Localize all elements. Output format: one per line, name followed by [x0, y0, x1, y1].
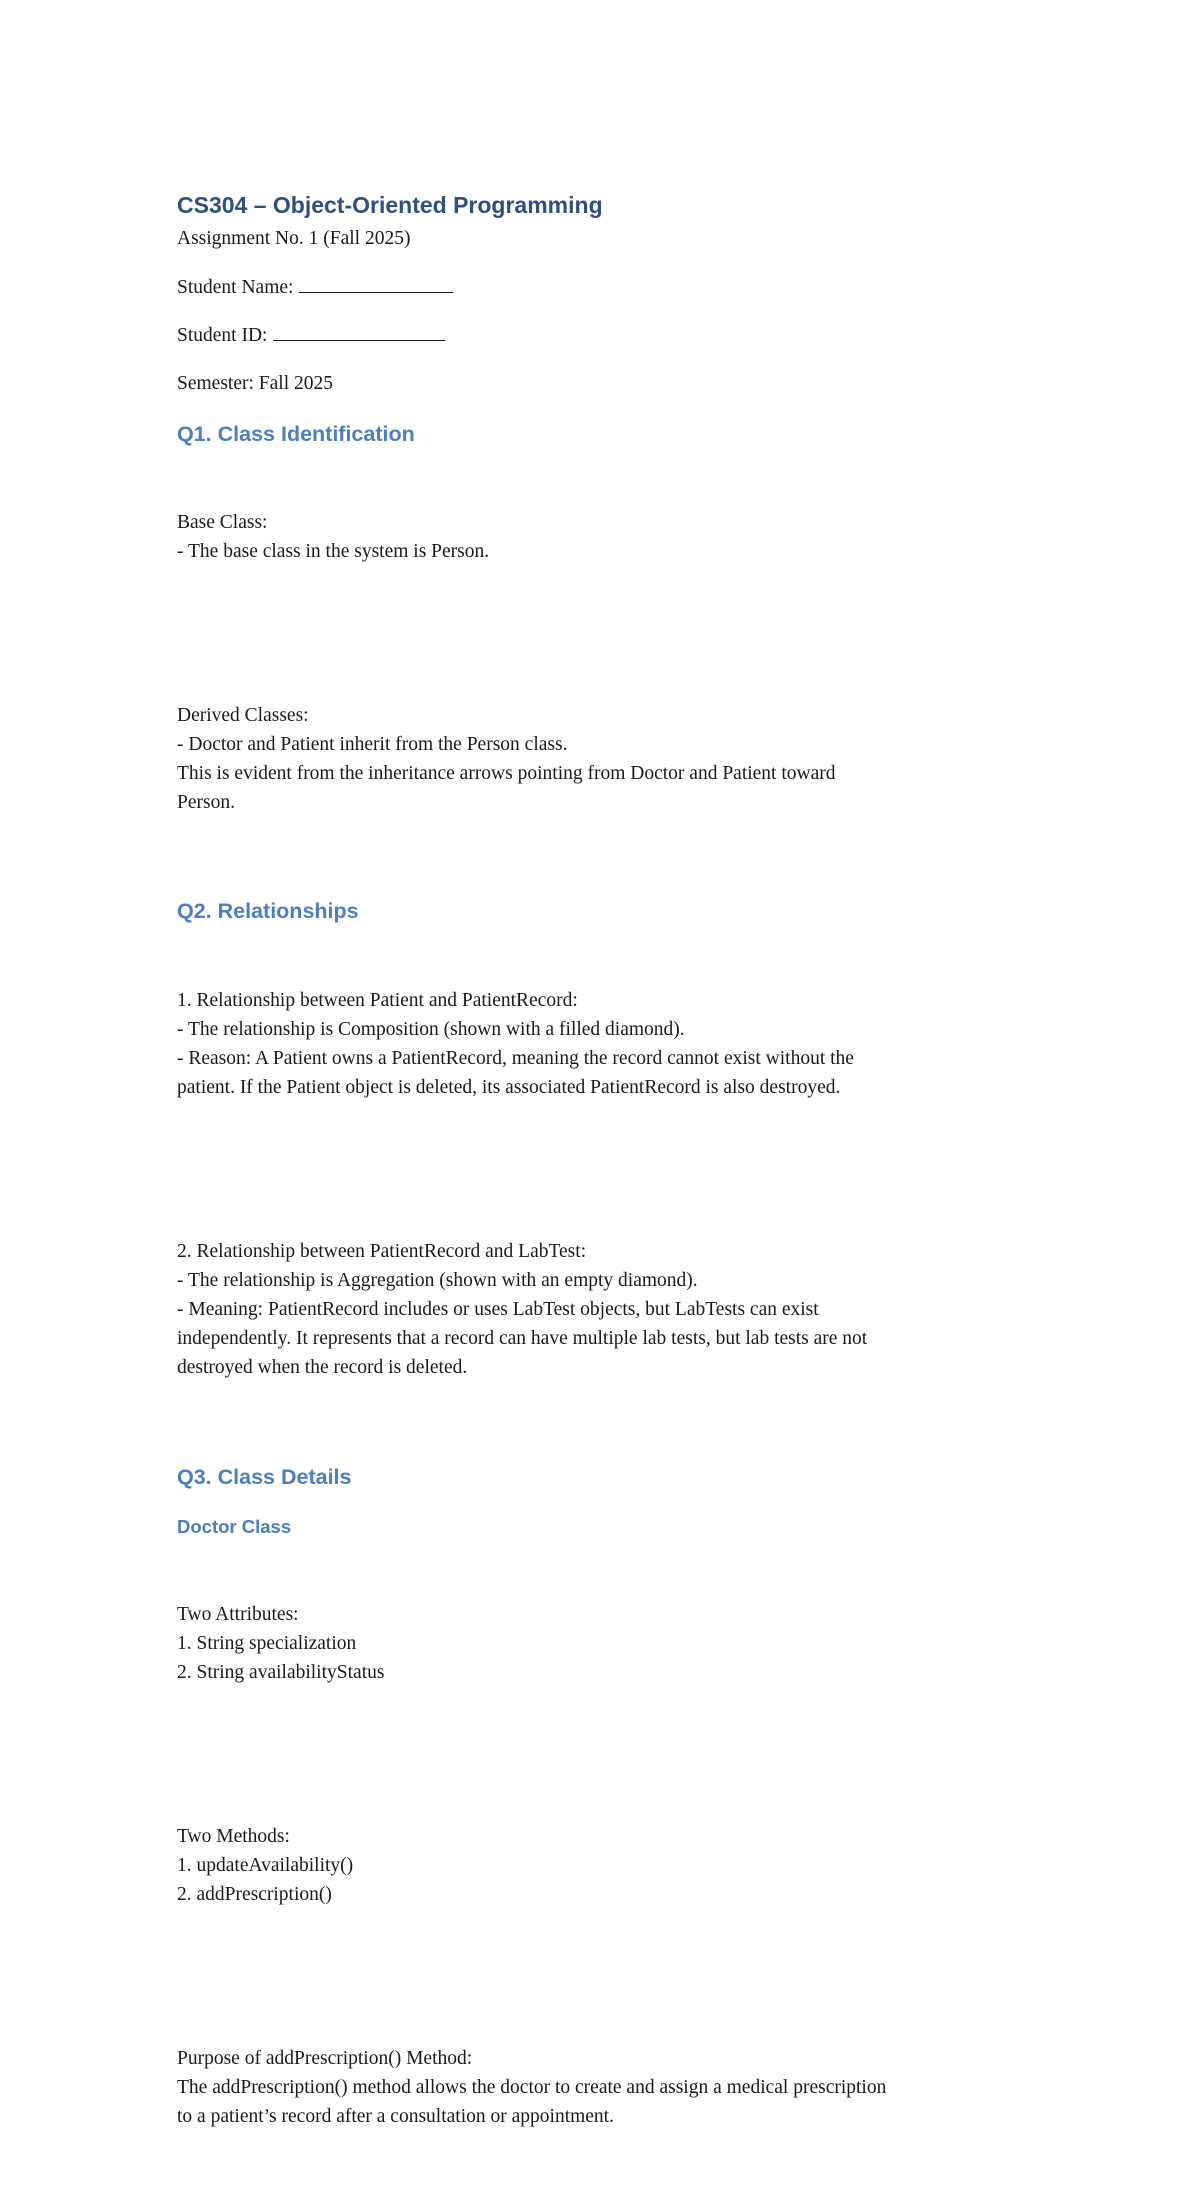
q1-derived-label: Derived Classes:	[177, 705, 309, 726]
q3-methods-label: Two Methods:	[177, 1826, 290, 1847]
q3-heading: Q3. Class Details	[177, 1465, 352, 1489]
q3-purpose-line1: The addPrescription() method allows the doctor to create and assign a medical prescription	[177, 2077, 887, 2098]
document-title: CS304 – Object-Oriented Programming	[177, 192, 603, 218]
student-name-line	[177, 273, 1037, 302]
student-id-line	[177, 321, 1037, 350]
student-id-label: Student ID:	[177, 325, 268, 346]
q2-r2-line2: - Meaning: PatientRecord includes or uses LabTest objects, but LabTests can exist	[177, 1299, 819, 1320]
q3-method2: 2. addPrescription()	[177, 1884, 332, 1905]
q1-base-text: - The base class in the system is Person.	[177, 541, 490, 562]
q2-r1-line1: - The relationship is Composition (shown with a filled diamond).	[177, 1019, 685, 1040]
q3-methods-paragraph	[177, 1764, 1037, 1967]
assignment-subtitle: Assignment No. 1 (Fall 2025)	[177, 228, 411, 249]
q2-relationship1-paragraph	[177, 928, 1037, 1160]
document-page	[177, 188, 1037, 2189]
q3-purpose-line2: to a patient’s record after a consultation or appointment.	[177, 2106, 614, 2127]
q2-r2-line1: - The relationship is Aggregation (shown with an empty diamond).	[177, 1270, 698, 1291]
q2-relationship2-paragraph	[177, 1179, 1037, 1440]
q1-derived-line1: - Doctor and Patient inherit from the Person class.	[177, 734, 568, 755]
q2-r1-title: 1. Relationship between Patient and PatientRecord:	[177, 990, 578, 1011]
q3-attr-label: Two Attributes:	[177, 1604, 299, 1625]
q1-derived-line3: Person.	[177, 792, 235, 813]
q1-derived-paragraph	[177, 643, 1037, 875]
q1-base-label: Base Class:	[177, 512, 268, 533]
student-name-label: Student Name:	[177, 277, 294, 298]
q1-heading: Q1. Class Identification	[177, 422, 415, 446]
q1-derived-line2: This is evident from the inheritance arrows pointing from Doctor and Patient toward	[177, 763, 836, 784]
q2-r2-line3: independently. It represents that a record can have multiple lab tests, but lab tests are not	[177, 1328, 868, 1349]
q2-r2-title: 2. Relationship between PatientRecord and LabTest:	[177, 1241, 587, 1262]
doctor-class-heading: Doctor Class	[177, 1516, 292, 1537]
q2-r1-line2: - Reason: A Patient owns a PatientRecord, meaning the record cannot exist without the	[177, 1048, 854, 1069]
semester-line: Semester: Fall 2025	[177, 373, 333, 394]
q3-attr1: 1. String specialization	[177, 1633, 357, 1654]
q2-r1-line3: patient. If the Patient object is deleted, its associated PatientRecord is also destroyed.	[177, 1077, 841, 1098]
q3-method1: 1. updateAvailability()	[177, 1855, 354, 1876]
q2-heading: Q2. Relationships	[177, 899, 359, 923]
q2-r2-line4: destroyed when the record is deleted.	[177, 1357, 468, 1378]
q3-attributes-paragraph	[177, 1542, 1037, 1745]
student-name-blank[interactable]	[299, 274, 453, 293]
q1-base-paragraph	[177, 450, 1037, 624]
q3-purpose-paragraph	[177, 1986, 1037, 2189]
student-id-blank[interactable]	[273, 322, 445, 341]
q3-purpose-label: Purpose of addPrescription() Method:	[177, 2048, 473, 2069]
q3-attr2: 2. String availabilityStatus	[177, 1662, 385, 1683]
